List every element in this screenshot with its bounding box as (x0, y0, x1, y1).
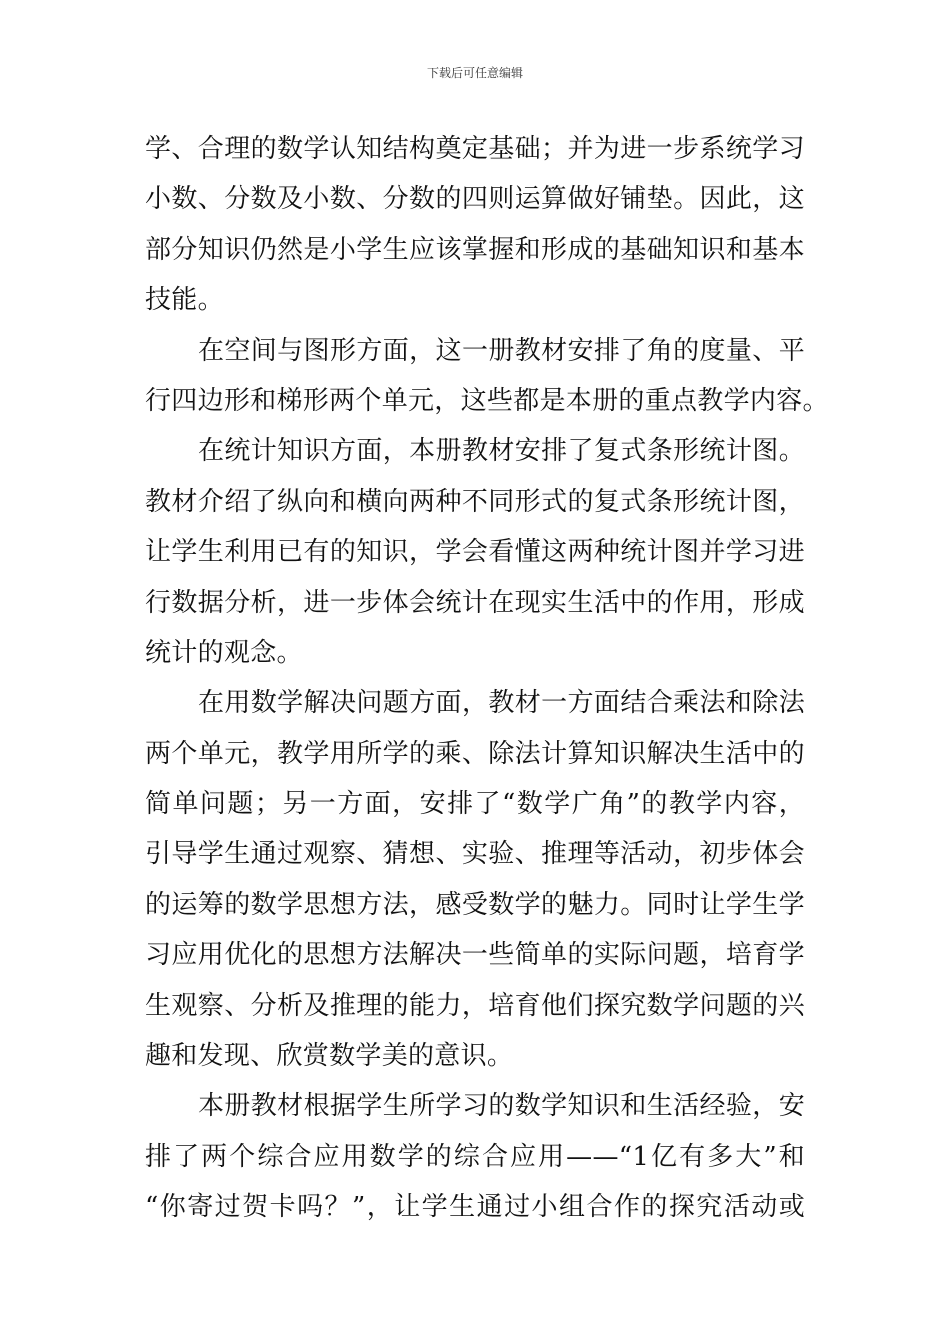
paragraph-first-line: 在统计知识方面，本册教材安排了复式条形统计图。 (198, 436, 805, 467)
text-line: 趣和发现、欣赏数学美的意识。 (145, 1041, 514, 1072)
text-line: 让学生利用已有的知识，学会看懂这两种统计图并学习进 (145, 537, 805, 568)
text-line: 行四边形和梯形两个单元，这些都是本册的重点教学内容。 (145, 385, 829, 416)
text-line: 行数据分析，进一步体会统计在现实生活中的作用，形成 (145, 587, 805, 618)
paragraph-first-line: 在空间与图形方面，这一册教材安排了角的度量、平 (198, 335, 805, 366)
text-line: 统计的观念。 (145, 637, 303, 668)
text-line: 技能。 (145, 285, 224, 316)
text-line: 的运筹的数学思想方法，感受数学的魅力。同时让学生学 (145, 889, 805, 920)
text-line: “你寄过贺卡吗？”，让学生通过小组合作的探究活动或 (145, 1192, 805, 1223)
text-line: 两个单元，教学用所学的乘、除法计算知识解决生活中的 (145, 738, 805, 769)
text-line: 部分知识仍然是小学生应该掌握和形成的基础知识和基本 (145, 234, 805, 265)
page-header: 下载后可任意编辑 (426, 66, 523, 80)
text-line: 习应用优化的思想方法解决一些简单的实际问题，培育学 (145, 940, 805, 971)
text-line: 生观察、分析及推理的能力，培育他们探究数学问题的兴 (145, 990, 805, 1021)
text-line: 小数、分数及小数、分数的四则运算做好铺垫。因此，这 (145, 184, 805, 215)
text-line: 简单问题；另一方面，安排了“数学广角”的教学内容， (145, 789, 805, 820)
text-line: 排了两个综合应用数学的综合应用——“1亿有多大”和 (145, 1141, 805, 1172)
paragraph-first-line: 在用数学解决问题方面，教材一方面结合乘法和除法 (198, 688, 805, 719)
document-body (145, 129, 829, 1238)
paragraph-first-line: 本册教材根据学生所学习的数学知识和生活经验，安 (198, 1091, 805, 1122)
text-line: 引导学生通过观察、猜想、实验、推理等活动，初步体会 (145, 839, 805, 870)
text-line: 学、合理的数学认知结构奠定基础；并为进一步系统学习 (145, 134, 805, 164)
text-line: 教材介绍了纵向和横向两种不同形式的复式条形统计图， (145, 486, 805, 517)
